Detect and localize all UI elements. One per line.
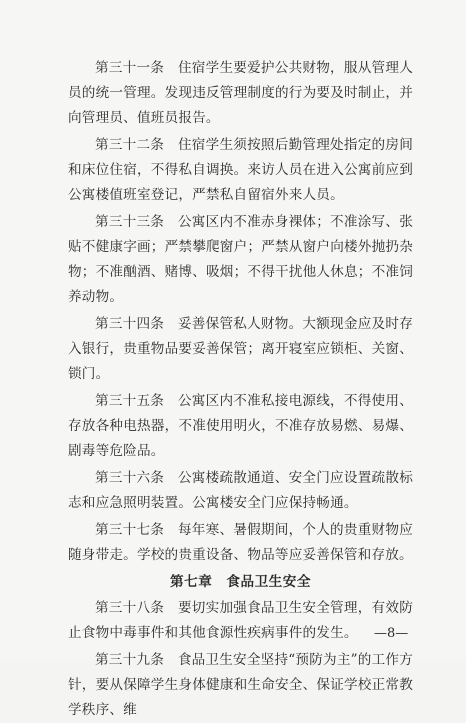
article-31: 第三十一条 住宿学生要爱护公共财物，服从管理人员的统一管理。发现违反管理制度的行为要及时制止，并向管理员、值班员报告。 — [68, 60, 413, 126]
article-36: 第三十六条 公寓楼疏散通道、安全门应设置疏散标志和应急照明装置。公寓楼安全门应保持畅通。 — [68, 470, 413, 511]
document-body — [68, 56, 413, 723]
article-35: 第三十五条 公寓区内不准私接电源线，不得使用、存放各种电热器，不准使用明火，不准存放易燃、易爆、剧毒等危险品。 — [68, 393, 413, 459]
article-38: 第三十八条 要切实加强食品卫生安全管理，有效防止食物中毒事件和其他食源性疾病事件的发生。 — [68, 600, 413, 641]
chapter-heading: 第七章 食品卫生安全 — [170, 574, 311, 590]
article-37: 第三十七条 每年寒、暑假期间，个人的贵重财物应随身带走。学校的贵重设备、物品等应妥善保管和存放。 — [68, 522, 413, 563]
article-33: 第三十三条 公寓区内不准赤身裸体；不准涂写、张贴不健康字画；严禁攀爬窗户；严禁从窗户向楼外抛扔杂物；不准酗酒、赌博、吸烟；不得干扰他人休息；不准饲养动物。 — [68, 214, 413, 305]
article-32: 第三十二条 住宿学生须按照后勤管理处指定的房间和床位住宿，不得私自调换。来访人员在进入公寓前应到公寓楼值班室登记，严禁私自留宿外来人员。 — [68, 137, 413, 203]
page-number: —8— — [374, 626, 409, 641]
article-39: 第三十九条 食品卫生安全坚持“预防为主”的工作方针，要从保障学生身体健康和生命安全、保证学校正常教学秩序、维 — [68, 652, 413, 718]
article-34: 第三十四条 妥善保管私人财物。大额现金应及时存入银行，贵重物品要妥善保管；离开寝室应锁柜、关窗、锁门。 — [68, 316, 413, 382]
